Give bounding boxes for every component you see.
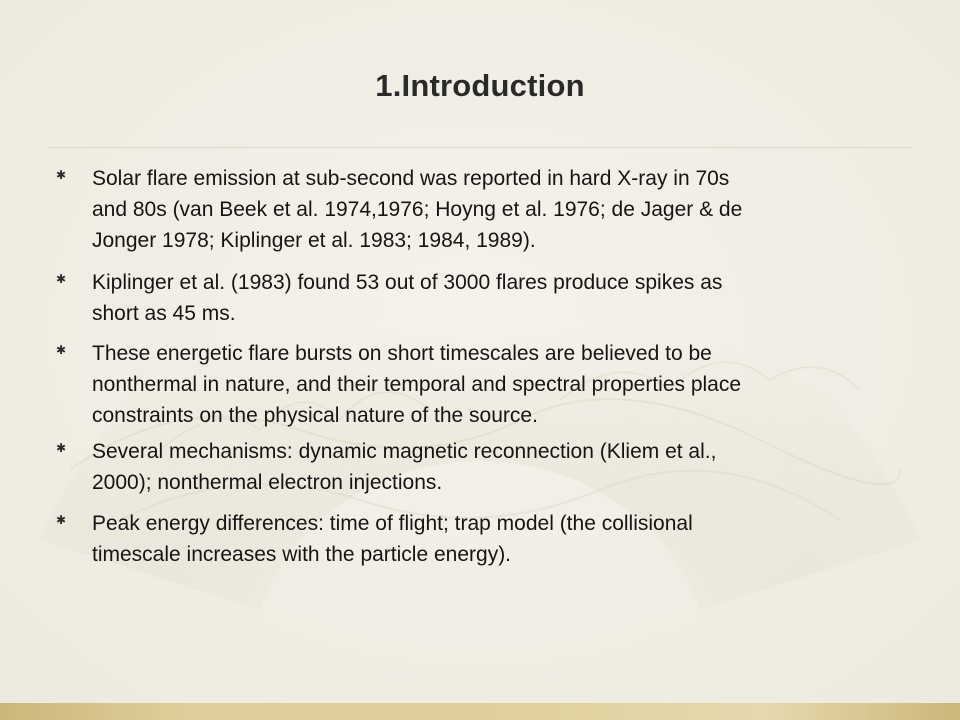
asterisk-bullet-icon: ✱ xyxy=(56,168,67,182)
bullet-line: These energetic flare bursts on short timescales are believed to be xyxy=(92,342,712,365)
asterisk-bullet-icon: ✱ xyxy=(56,272,67,286)
bullet-line: short as 45 ms. xyxy=(92,302,236,325)
bullet-line: Peak energy differences: time of flight; trap model (the collisional xyxy=(92,512,693,535)
asterisk-bullet-icon: ✱ xyxy=(56,513,67,527)
bullet-item-3 xyxy=(56,338,892,431)
bullet-line: 2000); nonthermal electron injections. xyxy=(92,471,443,494)
bullet-item-2 xyxy=(56,267,892,329)
asterisk-bullet-icon: ✱ xyxy=(56,441,67,455)
bullet-item-4 xyxy=(56,436,892,498)
bullet-line: nonthermal in nature, and their temporal and spectral properties place xyxy=(92,373,742,396)
bullet-line: constraints on the physical nature of the source. xyxy=(92,404,538,427)
bullet-line: Kiplinger et al. (1983) found 53 out of 3000 flares produce spikes as xyxy=(92,271,723,294)
bullet-line: Solar flare emission at sub-second was reported in hard X-ray in 70s xyxy=(92,167,730,190)
bullet-item-5 xyxy=(56,508,892,570)
bullet-line: and 80s (van Beek et al. 1974,1976; Hoyng et al. 1976; de Jager & de xyxy=(92,198,743,221)
slide-title: 1.Introduction xyxy=(375,68,585,103)
asterisk-bullet-icon: ✱ xyxy=(56,343,67,357)
bullet-line: Several mechanisms: dynamic magnetic reconnection (Kliem et al., xyxy=(92,440,717,463)
bullet-item-1 xyxy=(56,163,892,256)
bottom-accent-bar xyxy=(0,703,960,720)
bullet-line: timescale increases with the particle energy). xyxy=(92,543,512,566)
bullet-line: Jonger 1978; Kiplinger et al. 1983; 1984, 1989). xyxy=(92,229,536,252)
